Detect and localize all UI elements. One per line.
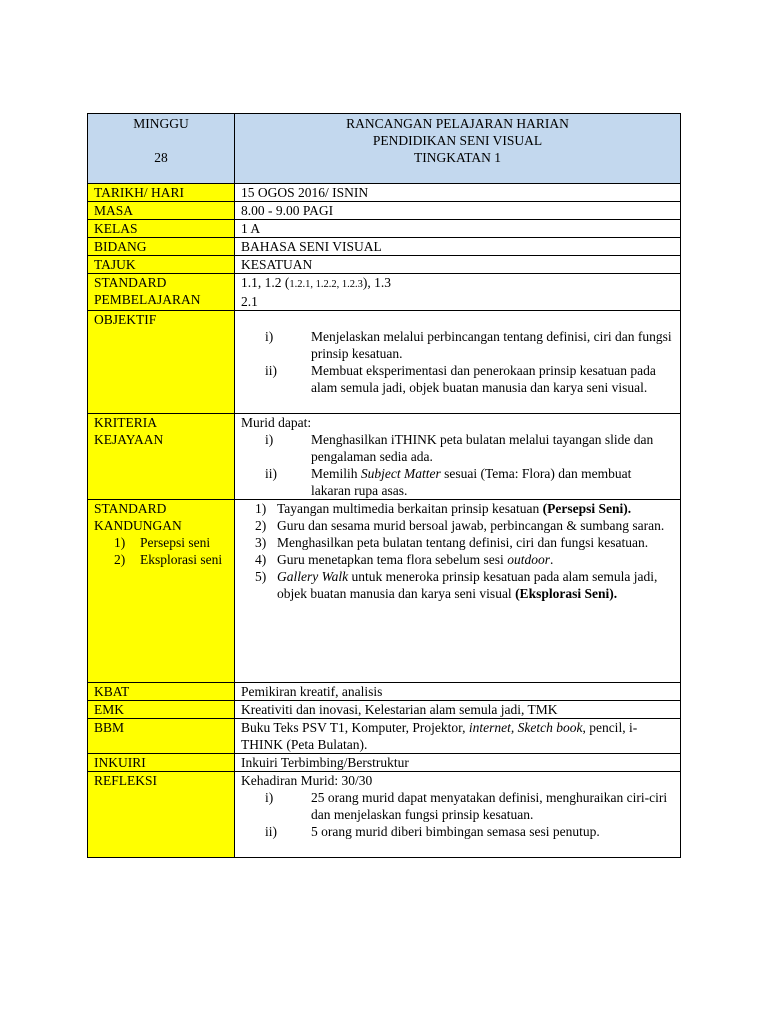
kandungan-item [241,500,674,517]
italic-run: Subject Matter [360,466,441,481]
text-run: sesuai (Tema: Flora) dan membuat lakaran rupa asas. [311,466,632,498]
list-marker: ii) [265,363,277,378]
list-text: Persepsi seni [140,535,211,550]
label-standard-pembelajaran [88,274,235,311]
value-tarikh: 15 OGOS 2016/ ISNIN [235,184,681,202]
value-refleksi [235,772,681,858]
objektif-item [241,328,674,362]
list-text: 25 orang murid dapat menyatakan definisi, menghuraikan ciri-ciri dan menjelaskan fungsi prinsip kesatuan. [311,790,668,822]
title-line-3: TINGKATAN 1 [413,150,502,165]
list-text [277,500,674,517]
refleksi-item [241,823,674,840]
kandungan-sub-item [94,534,228,551]
title-cell [235,114,681,184]
row-tajuk [88,256,681,274]
row-refleksi [88,772,681,858]
list-marker: ii) [265,466,277,481]
kriteria-item [241,465,674,499]
value-kriteria [235,414,681,500]
row-bbm [88,719,681,754]
week-cell [88,114,235,184]
list-text: Eksplorasi seni [140,552,223,567]
list-marker: i) [265,329,274,344]
label-bidang: BIDANG [88,238,235,256]
text-run: untuk meneroka prinsip kesatuan pada alam semula jadi, objek buatan manusia dan karya seni visual [277,569,658,601]
label-emk: EMK [88,701,235,719]
label-inkuiri: INKUIRI [88,754,235,772]
label-bbm: BBM [88,719,235,754]
list-text [277,568,674,602]
list-marker: 2) [255,518,267,533]
label-kelas: KELAS [88,220,235,238]
text-run: Tayangan multimedia berkaitan prinsip kesatuan [277,501,543,516]
italic-run: Gallery Walk [277,569,349,584]
row-inkuiri [88,754,681,772]
list-marker: i) [265,432,274,447]
label-refleksi: REFLEKSI [88,772,235,858]
bold-run: (Persepsi Seni). [542,501,632,516]
list-text: Menjelaskan melalui perbincangan tentang definisi, ciri dan fungsi prinsip kesatuan. [311,329,672,361]
objektif-item [241,362,674,396]
label-objektif: OBJEKTIF [88,311,235,414]
kriteria-intro: Murid dapat: [241,415,312,430]
kandungan-item [241,568,674,602]
value-tajuk: KESATUAN [235,256,681,274]
list-marker: 5) [255,569,267,584]
list-marker: 1) [114,535,126,550]
label-line: KRITERIA [94,415,157,430]
refleksi-intro: Kehadiran Murid: 30/30 [241,773,373,788]
sp-small-text: 1.2.1, 1.2.2, 1.2.3 [289,279,363,290]
value-inkuiri: Inkuiri Terbimbing/Berstruktur [235,754,681,772]
list-text: Guru dan sesama murid bersoal jawab, perbincangan & sumbang saran. [277,518,665,533]
sp-line-2: 2.1 [241,294,258,309]
italic-run: internet, Sketch book [468,720,583,735]
value-kelas: 1 A [235,220,681,238]
list-marker: i) [265,790,274,805]
row-bidang [88,238,681,256]
value-bbm [235,719,681,754]
kriteria-item [241,431,674,465]
text-run: . [549,552,554,567]
text-run: , pencil, i-THINK (Peta Bulatan). [241,720,638,752]
row-emk [88,701,681,719]
list-marker: ii) [265,824,277,839]
row-kriteria [88,414,681,500]
week-number: 28 [154,150,168,165]
lesson-plan-table [87,113,681,858]
label-kriteria [88,414,235,500]
text-run: Memilih [311,466,361,481]
row-kbat [88,683,681,701]
value-objektif [235,311,681,414]
label-line: PEMBELAJARAN [94,292,201,307]
kandungan-sub-item [94,551,228,568]
label-masa: MASA [88,202,235,220]
label-line: STANDARD [94,501,167,516]
list-marker: 1) [255,501,267,516]
label-tarikh: TARIKH/ HARI [88,184,235,202]
row-standard-kandungan [88,500,681,683]
list-marker: 3) [255,535,267,550]
list-text [311,465,674,499]
kandungan-item [241,517,674,534]
value-standard-pembelajaran [235,274,681,311]
row-masa [88,202,681,220]
label-line: KANDUNGAN [94,518,182,533]
label-standard-kandungan [88,500,235,683]
italic-run: outdoor [507,552,550,567]
refleksi-item [241,789,674,823]
row-tarikh [88,184,681,202]
list-text: Menghasilkan peta bulatan tentang definisi, ciri dan fungsi kesatuan. [277,535,649,550]
title-line-2: PENDIDIKAN SENI VISUAL [372,133,543,148]
bold-run: (Eksplorasi Seni). [515,586,618,601]
list-marker: 4) [255,552,267,567]
value-emk: Kreativiti dan inovasi, Kelestarian alam semula jadi, TMK [235,701,681,719]
value-masa: 8.00 - 9.00 PAGI [235,202,681,220]
text-run: Buku Teks PSV T1, Komputer, Projektor, [241,720,469,735]
value-bidang: BAHASA SENI VISUAL [235,238,681,256]
week-label: MINGGU [133,116,189,131]
row-kelas [88,220,681,238]
list-marker: 2) [114,552,126,567]
sp-line-1 [241,274,674,293]
label-tajuk: TAJUK [88,256,235,274]
value-kbat: Pemikiran kreatif, analisis [235,683,681,701]
sp-text: ), 1.3 [362,275,391,290]
label-kbat: KBAT [88,683,235,701]
kandungan-item [241,551,674,568]
label-line: STANDARD [94,275,167,290]
list-text: Menghasilkan iTHINK peta bulatan melalui tayangan slide dan pengalaman sedia ada. [311,432,654,464]
kandungan-item [241,534,674,551]
list-text: 5 orang murid diberi bimbingan semasa sesi penutup. [311,824,600,839]
list-text [277,551,674,568]
title-line-1: RANCANGAN PELAJARAN HARIAN [346,116,569,131]
row-objektif [88,311,681,414]
value-standard-kandungan [235,500,681,683]
header-row [88,114,681,184]
label-line: KEJAYAAN [94,432,164,447]
text-run: Guru menetapkan tema flora sebelum sesi [277,552,508,567]
row-standard-pembelajaran [88,274,681,311]
list-text: Membuat eksperimentasi dan penerokaan prinsip kesatuan pada alam semula jadi, objek buatan manusia dan karya seni visual. [311,363,656,395]
sp-text: 1.1, 1.2 ( [241,275,290,290]
